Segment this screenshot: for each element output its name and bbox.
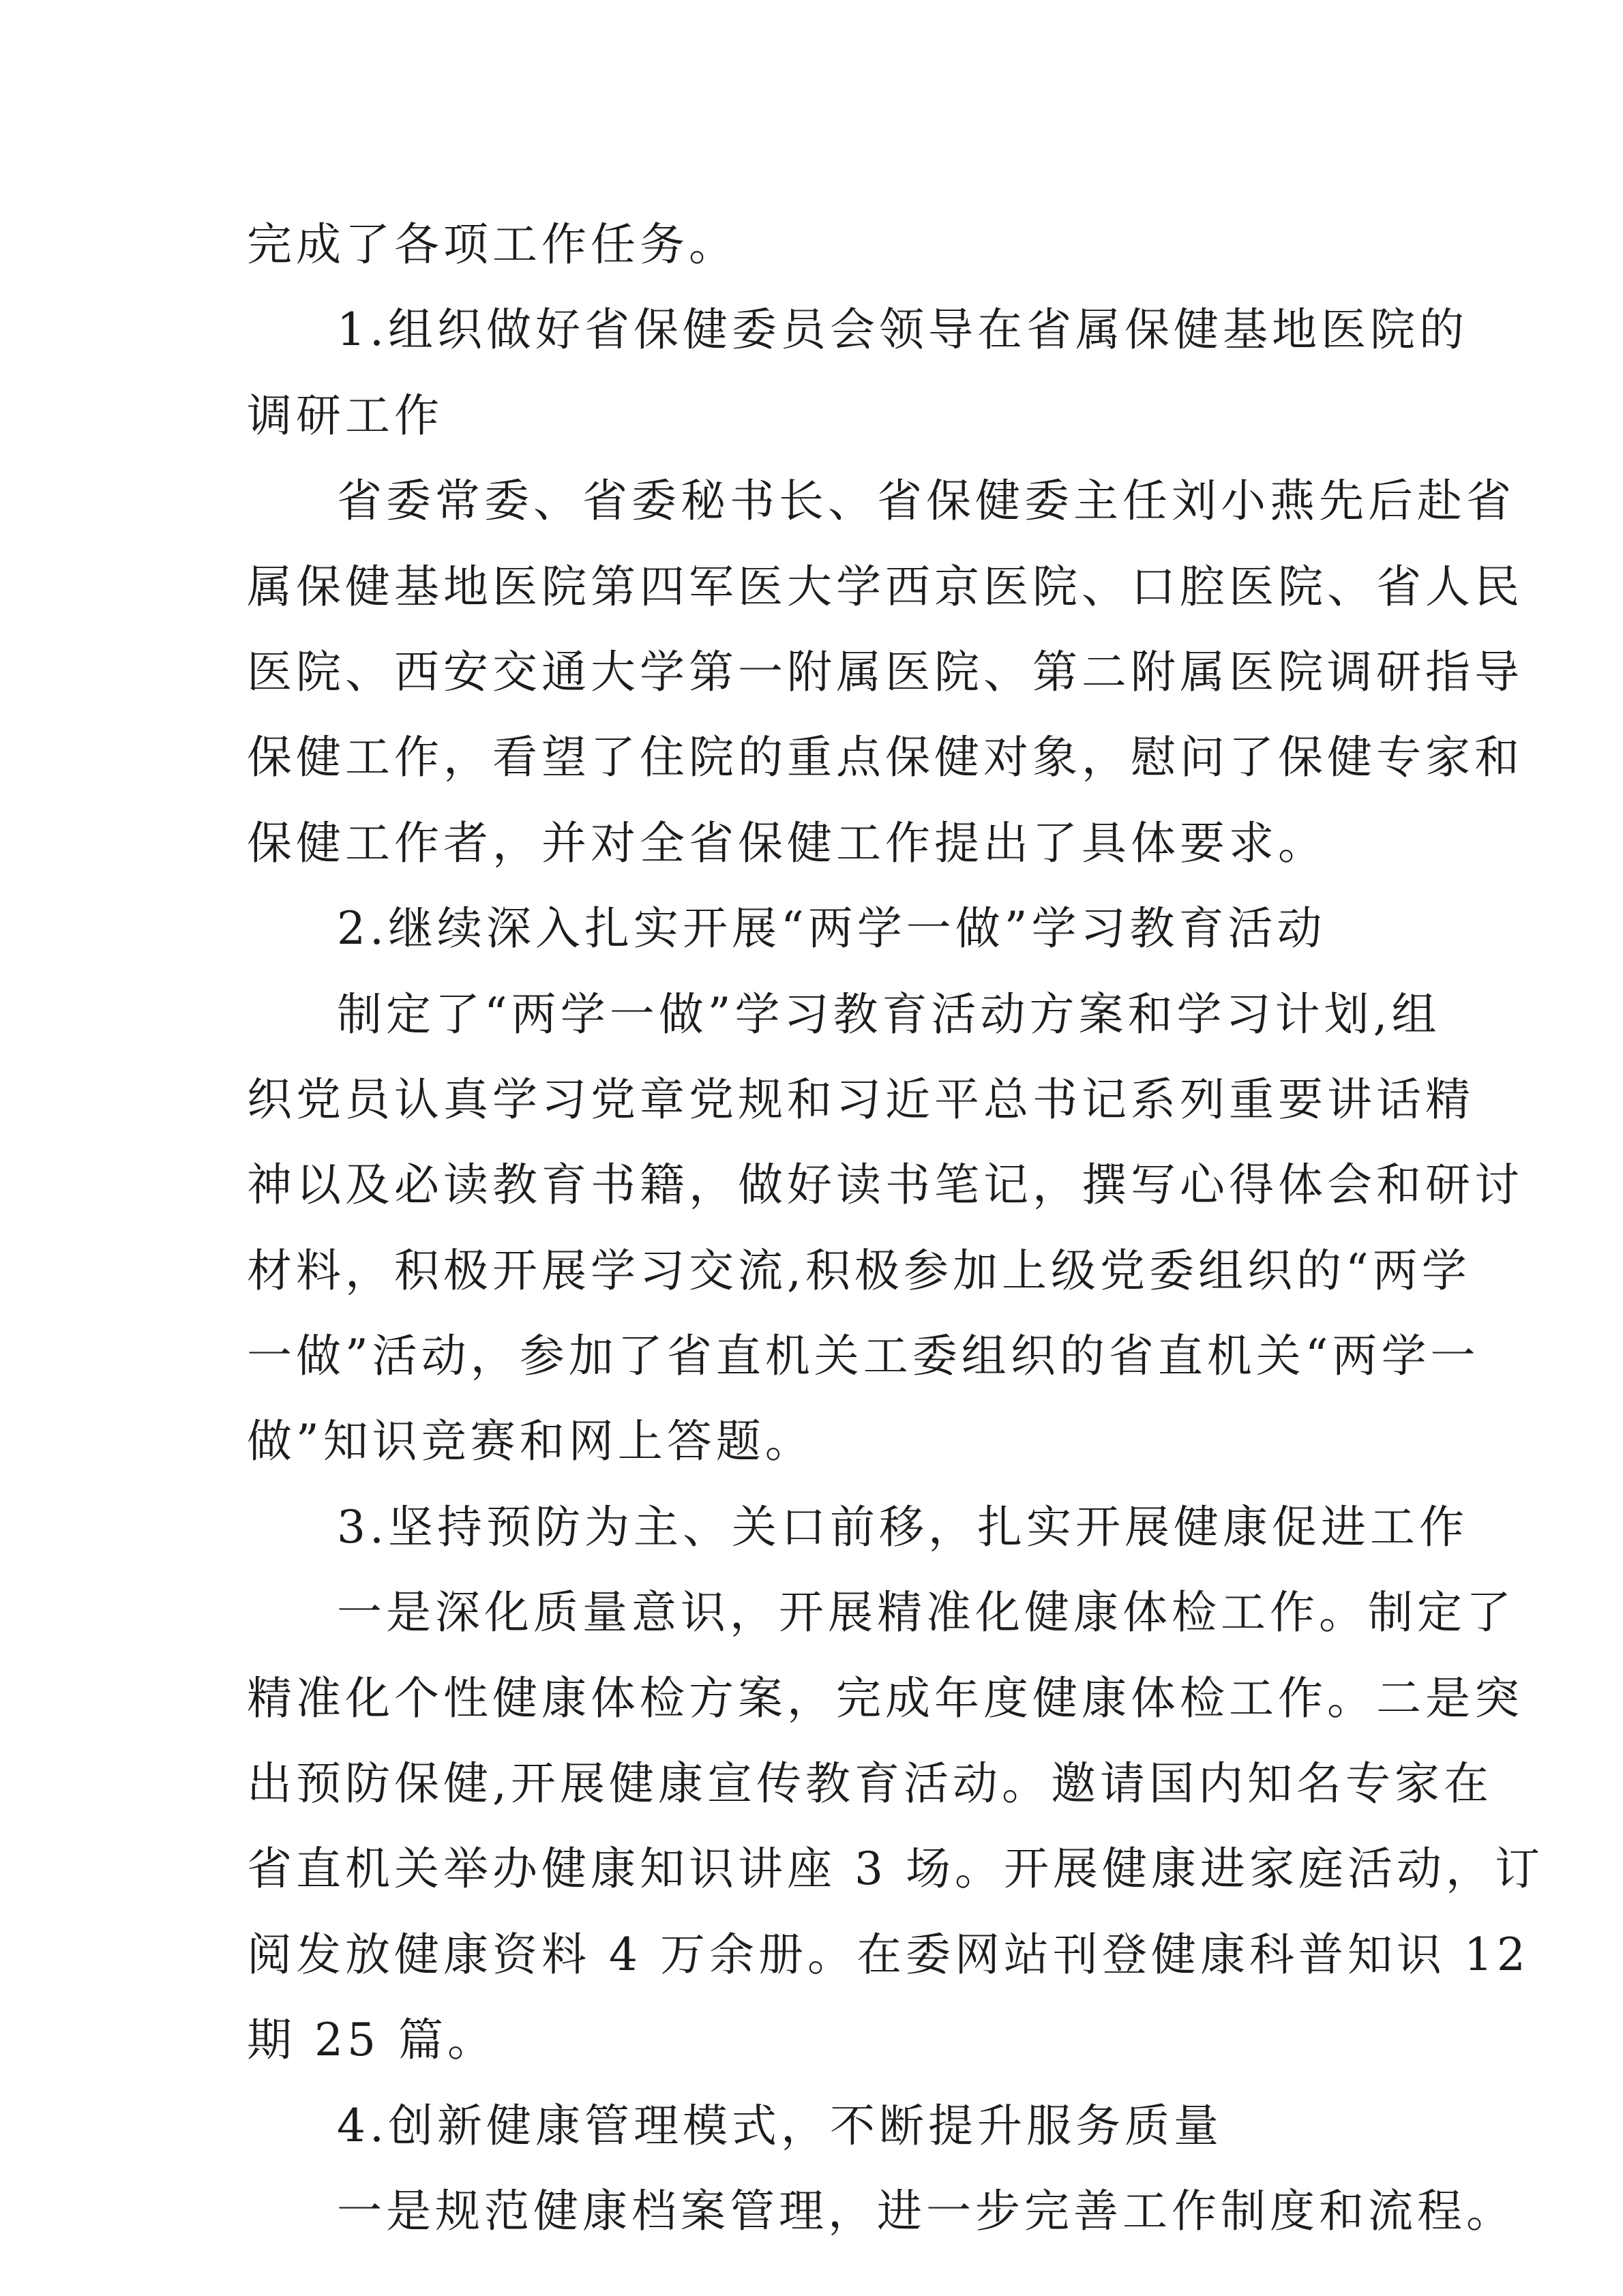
paragraph-line: 一做”活动，参加了省直机关工委组织的省直机关“两学一 — [247, 1330, 1480, 1383]
paragraph-line: 做”知识竞赛和网上答题。 — [247, 1415, 814, 1468]
paragraph-line: 制定了“两学一做”学习教育活动方案和学习计划,组 — [337, 987, 1441, 1041]
section-heading-1: 1.组织做好省保健委员会领导在省属保健基地医院的 — [337, 303, 1468, 357]
paragraph-line: 材料，积极开展学习交流,积极参加上级党委组织的“两学 — [247, 1244, 1471, 1297]
section-heading-2: 2.继续深入扎实开展“两学一做”学习教育活动 — [337, 902, 1326, 955]
paragraph-line: 医院、西安交通大学第一附属医院、第二附属医院调研指导 — [247, 645, 1523, 698]
paragraph-line: 保健工作者，并对全省保健工作提出了具体要求。 — [247, 816, 1327, 869]
section-heading-3: 3.坚持预防为主、关口前移，扎实开展健康促进工作 — [337, 1500, 1468, 1553]
paragraph-line: 神以及必读教育书籍，做好读书笔记，撰写心得体会和研讨 — [247, 1159, 1523, 1212]
paragraph-line: 出预防保健,开展健康宣传教育活动。邀请国内知名专家在 — [247, 1757, 1493, 1810]
paragraph-line: 属保健基地医院第四军医大学西京医院、口腔医院、省人民 — [247, 560, 1523, 613]
paragraph-line: 一是规范健康档案管理，进一步完善工作制度和流程。 — [337, 2184, 1515, 2237]
paragraph-line: 期 25 篇。 — [247, 2014, 496, 2067]
section-heading-4: 4.创新健康管理模式，不断提升服务质量 — [337, 2099, 1223, 2152]
text-line: 调研工作 — [247, 389, 443, 442]
paragraph-line: 阅发放健康资料 4 万余册。在委网站刊登健康科普知识 12 — [247, 1928, 1530, 1981]
text-line: 完成了各项工作任务。 — [247, 218, 738, 271]
paragraph-line: 省直机关举办健康知识讲座 3 场。开展健康进家庭活动，订 — [247, 1843, 1544, 1896]
paragraph-line: 织党员认真学习党章党规和习近平总书记系列重要讲话精 — [247, 1073, 1474, 1126]
paragraph-line: 保健工作，看望了住院的重点保健对象，慰问了保健专家和 — [247, 731, 1523, 784]
paragraph-line: 省委常委、省委秘书长、省保健委主任刘小燕先后赴省 — [337, 475, 1515, 528]
paragraph-line: 精准化个性健康体检方案，完成年度健康体检工作。二是突 — [247, 1671, 1523, 1725]
paragraph-line: 一是深化质量意识，开展精准化健康体检工作。制定了 — [337, 1586, 1515, 1639]
body-text — [247, 202, 1544, 2254]
